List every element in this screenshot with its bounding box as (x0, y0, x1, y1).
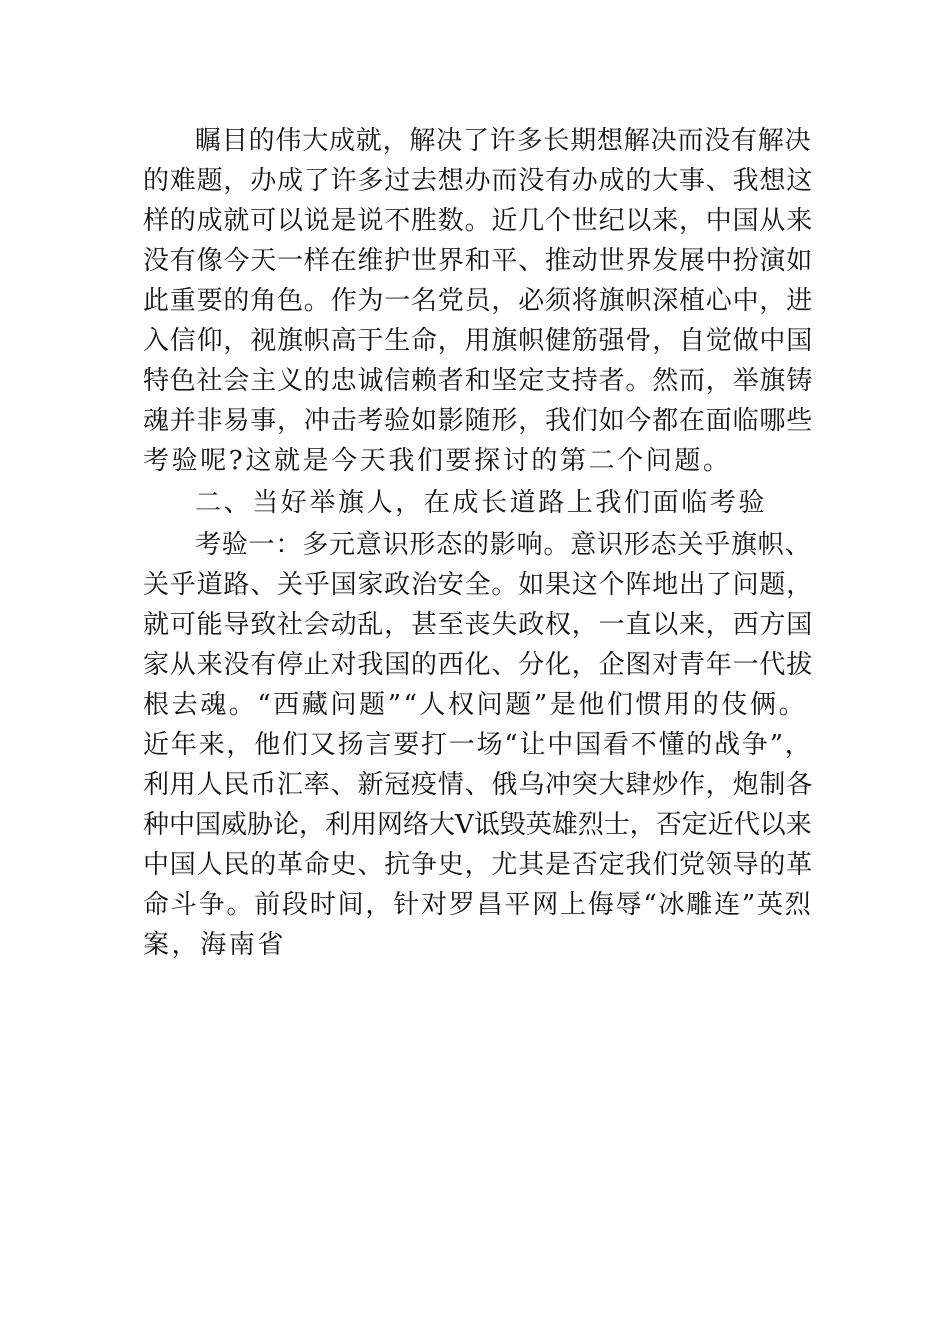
text-line: 种中国威胁论，利用网络大V诋毁英雄烈士，否定近代以来 (143, 810, 812, 840)
text-line: 特色社会主义的忠诚信赖者和坚定支持者。然而，举旗铸 (143, 366, 814, 396)
text-line: 就可能导致社会动乱，甚至丧失政权，一直以来，西方国 (143, 610, 814, 640)
text-line: 没有像今天一样在维护世界和平、推动世界发展中扮演如 (143, 246, 814, 276)
text-line: 关乎道路、关乎国家政治安全。如果这个阵地出了问题， (143, 570, 814, 600)
text-line: 近年来，他们又扬言要打一场“让中国看不懂的战争”， (143, 730, 813, 760)
text-line: 命斗争。前段时间，针对罗昌平网上侮辱“冰雕连”英烈 (143, 890, 813, 920)
text-line: 的难题，办成了许多过去想办而没有办成的大事、我想这 (143, 166, 814, 196)
text-line: 利用人民币汇率、新冠疫情、俄乌冲突大肆炒作，炮制各 (143, 770, 814, 800)
text-line: 根去魂。“西藏问题”“人权问题”是他们惯用的伎俩。 (143, 690, 808, 720)
text-line: 考验呢?这就是今天我们要探讨的第二个问题。 (143, 446, 732, 476)
text-line: 中国人民的革命史、抗争史，尤其是否定我们党领导的革 (143, 850, 814, 880)
text-line: 此重要的角色。作为一名党员，必须将旗帜深植心中，进 (143, 286, 814, 316)
text-line: 家从来没有停止对我国的西化、分化，企图对青年一代拔 (143, 650, 814, 680)
text-line: 瞩目的伟大成就，解决了许多长期想解决而没有解决 (195, 126, 812, 156)
text-line: 入信仰，视旗帜高于生命，用旗帜健筋强骨，自觉做中国 (143, 326, 814, 356)
text-line: 考验一：多元意识形态的影响。意识形态关乎旗帜、 (195, 530, 812, 560)
text-line: 魂并非易事，冲击考验如影随形，我们如今都在面临哪些 (143, 406, 814, 436)
text-line: 案，海南省 (143, 930, 287, 960)
text-line: 样的成就可以说是说不胜数。近几个世纪以来，中国从来 (143, 206, 814, 236)
section-heading: 二、当好举旗人，在成长道路上我们面临考验 (195, 488, 768, 518)
